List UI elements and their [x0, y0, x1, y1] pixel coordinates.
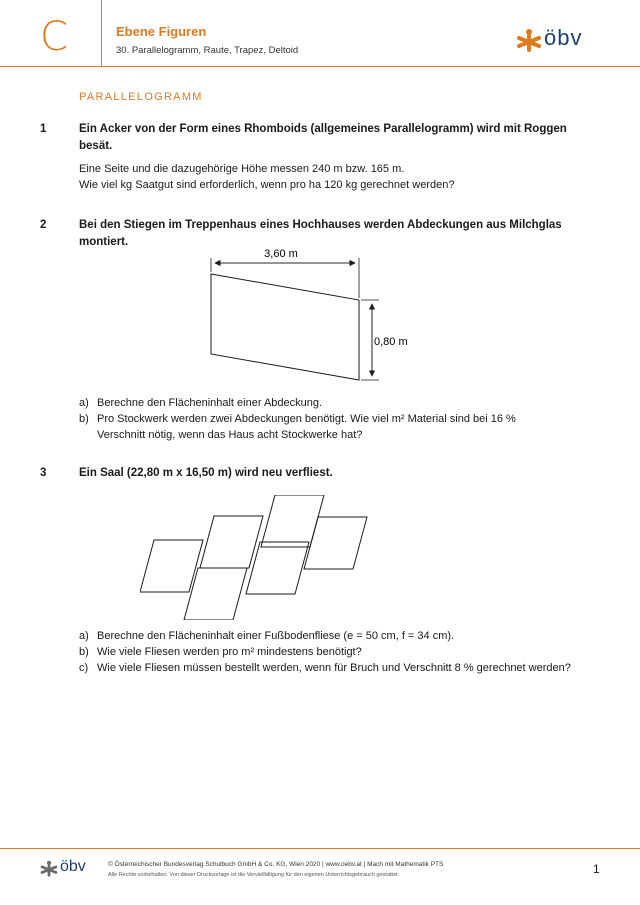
publisher-logo [516, 25, 596, 54]
task-number: 2 [40, 219, 47, 231]
parallelogram-shape [211, 274, 359, 380]
item-text: Berechne den Flächeninhalt einer Abdeckung. [97, 397, 323, 409]
footer-logo-text: öbv [60, 858, 86, 875]
header-rule [0, 66, 640, 67]
width-label: 3,60 m [264, 248, 298, 260]
logo-text: öbv [544, 25, 583, 50]
asterisk-logo-icon [40, 860, 58, 878]
tile [200, 516, 263, 568]
page-header [0, 0, 640, 68]
page-number: 1 [593, 862, 600, 876]
list-item [79, 395, 619, 411]
task-2-subtasks [79, 395, 619, 443]
item-letter: b) [79, 413, 89, 425]
task-number: 1 [40, 123, 47, 135]
footer-logo [40, 860, 100, 882]
chapter-subtitle: 30. Parallelogramm, Raute, Trapez, Deltoid [116, 45, 299, 56]
item-text: Berechne den Flächeninhalt einer Fußbodenfliese (e = 50 cm, f = 34 cm). [97, 630, 455, 642]
item-letter: b) [79, 646, 89, 658]
asterisk-logo-icon [516, 28, 542, 54]
task-question: Bei den Stiegen im Treppenhaus eines Hochhauses werden Abdeckungen aus Milchglas montiert. [79, 219, 562, 248]
list-item [79, 644, 619, 660]
section-title: PARALLELOGRAMM [79, 91, 203, 103]
item-letter: c) [79, 662, 89, 674]
tile [304, 517, 367, 569]
footer-copyright: © Österreichischer Bundesverlag Schulbuch GmbH & Co. KG, Wien 2020 | www.oebv.at | Mach mit Mathematik PTS [108, 861, 444, 868]
glass-cover-figure [195, 244, 435, 389]
footer-rule [0, 848, 640, 849]
list-item [79, 411, 537, 443]
tile [246, 542, 309, 594]
floor-tiles-figure [140, 495, 380, 620]
list-item [79, 660, 619, 676]
item-letter: a) [79, 630, 89, 642]
task-3-subtasks [79, 628, 619, 676]
tile [261, 495, 324, 547]
item-text: Wie viele Fliesen müssen bestellt werden, wenn für Bruch und Verschnitt 8 % gerechnet werden? [97, 662, 571, 674]
task-text-line: Eine Seite und die dazugehörige Höhe messen 240 m bzw. 165 m. [79, 163, 405, 175]
task-question: Ein Saal (22,80 m x 16,50 m) wird neu verfliest. [79, 467, 333, 479]
chapter-title: Ebene Figuren [116, 24, 207, 39]
footer-rights: Alle Rechte vorbehalten. Von dieser Druckvorlage ist die Vervielfältigung für den eigenen Unterrichtsgebrauch gestattet. [108, 872, 400, 878]
header-divider [101, 0, 102, 66]
task-question: Ein Acker von der Form eines Rhomboids (allgemeines Parallelogramm) wird mit Roggen besät. [79, 123, 567, 152]
item-text: Pro Stockwerk werden zwei Abdeckungen benötigt. Wie viel m² Material sind bei 16 % Verschnitt nötig, wenn das Haus acht Stockwerke hat? [97, 413, 516, 441]
task-text-line: Wie viel kg Saatgut sind erforderlich, wenn pro ha 120 kg gerechnet werden? [79, 179, 455, 191]
item-text: Wie viele Fliesen werden pro m² mindestens benötigt? [97, 646, 362, 658]
task-number: 3 [40, 467, 47, 479]
height-label: 0,80 m [374, 336, 408, 348]
list-item [79, 628, 619, 644]
item-letter: a) [79, 397, 89, 409]
chapter-letter: C [40, 14, 68, 60]
